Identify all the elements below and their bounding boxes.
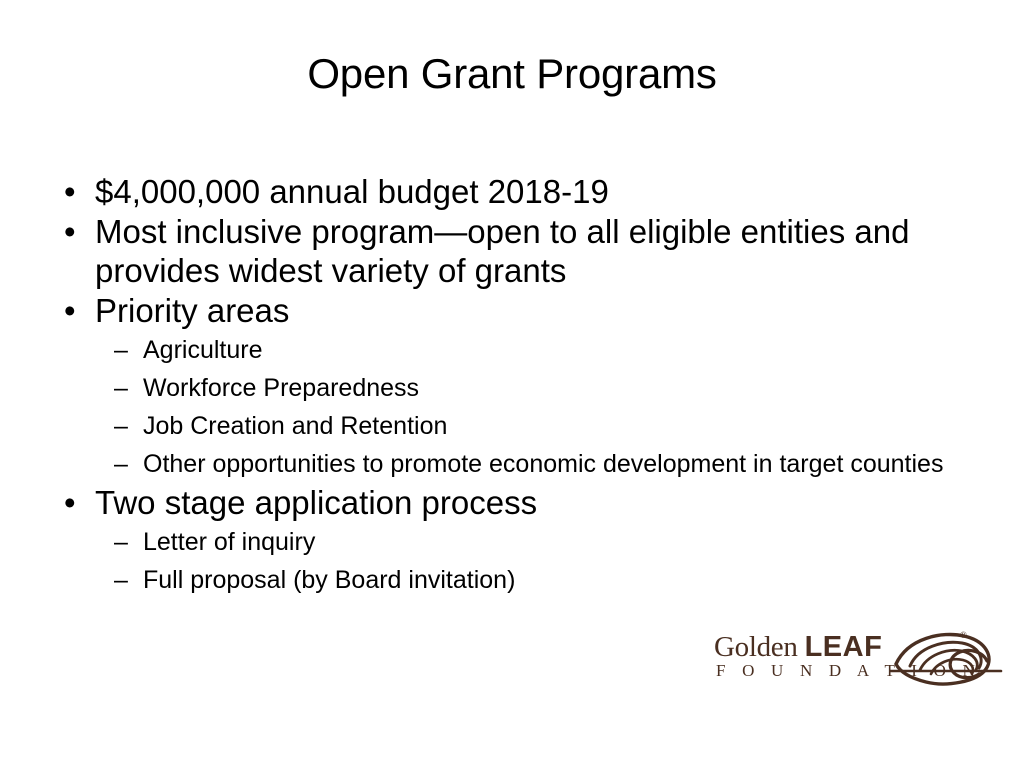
dash-marker-icon: – bbox=[114, 566, 128, 594]
dash-marker-icon: – bbox=[114, 412, 128, 440]
bullet-marker-icon: • bbox=[64, 173, 76, 210]
bullet-item bbox=[58, 483, 978, 522]
bullet-text: Most inclusive program—open to all eligible entities and provides widest variety of grants bbox=[95, 213, 910, 289]
bullet-item bbox=[58, 212, 978, 290]
bullet-text: $4,000,000 annual budget 2018-19 bbox=[95, 173, 609, 210]
dash-marker-icon: – bbox=[114, 336, 128, 364]
bullet-marker-icon: • bbox=[64, 484, 76, 521]
sub-bullet-text: Agriculture bbox=[143, 336, 263, 364]
dash-marker-icon: – bbox=[114, 450, 128, 478]
sub-bullet-item bbox=[58, 369, 978, 407]
sub-bullet-text: Full proposal (by Board invitation) bbox=[143, 566, 516, 594]
golden-leaf-foundation-logo bbox=[712, 630, 1004, 692]
bullet-text: Priority areas bbox=[95, 292, 290, 329]
bullet-item bbox=[58, 172, 978, 211]
slide-body bbox=[58, 172, 978, 599]
logo-leaf-text: LEAF bbox=[804, 631, 883, 663]
page-title: Open Grant Programs bbox=[307, 50, 717, 97]
bullet-marker-icon: • bbox=[64, 292, 76, 329]
bullet-marker-icon: • bbox=[64, 213, 76, 250]
sub-bullet-text: Letter of inquiry bbox=[143, 528, 316, 556]
registered-trademark-icon: ® bbox=[960, 630, 967, 640]
sub-bullet-text: Other opportunities to promote economic development in target counties bbox=[143, 450, 944, 478]
sub-bullet-item bbox=[58, 445, 978, 483]
logo-wordmark bbox=[714, 632, 882, 662]
sub-bullet-text: Job Creation and Retention bbox=[143, 412, 448, 440]
leaf-mark-icon bbox=[890, 630, 1004, 688]
sub-bullet-item bbox=[58, 331, 978, 369]
dash-marker-icon: – bbox=[114, 528, 128, 556]
dash-marker-icon: – bbox=[114, 374, 128, 402]
sub-bullet-item bbox=[58, 561, 978, 599]
sub-bullet-text: Workforce Preparedness bbox=[143, 374, 420, 402]
bullet-text: Two stage application process bbox=[95, 484, 538, 521]
sub-bullet-item bbox=[58, 407, 978, 445]
logo-foundation-text: F O U N D A T I O N bbox=[716, 661, 981, 680]
sub-bullet-item bbox=[58, 523, 978, 561]
logo-golden-text: Golden bbox=[714, 631, 798, 663]
bullet-item bbox=[58, 291, 978, 330]
